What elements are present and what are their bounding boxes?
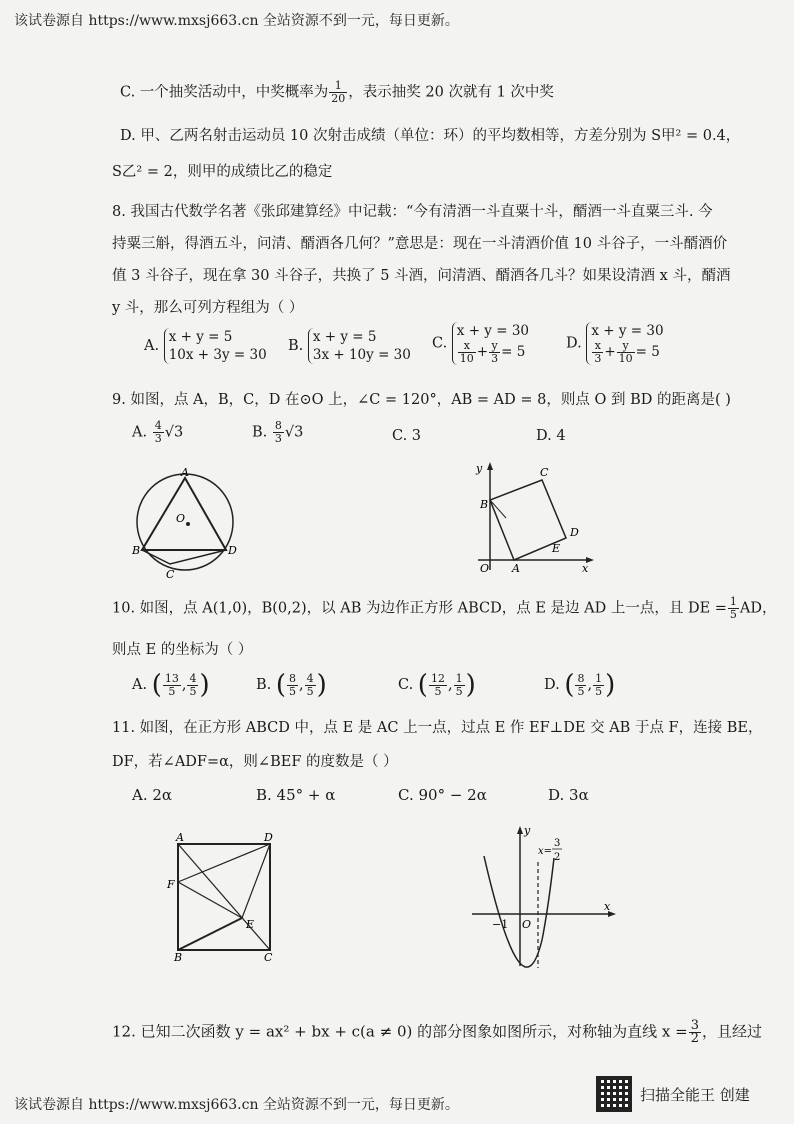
q10-a-d2: 5 bbox=[189, 684, 197, 698]
q8-option-c-system: x + y = 30 $\frac{x}{10}$ + $\frac{y}{3}$ = 5 bbox=[452, 322, 529, 365]
q10-option-a: A. ( $\frac{13}{5}$ , $\frac{4}{5}$ ) bbox=[132, 670, 210, 700]
q8-a-eq1: x + y = 5 bbox=[168, 329, 233, 345]
symmetry-num: 3 bbox=[554, 838, 561, 849]
q9-option-b bbox=[252, 420, 303, 445]
q8-b-eq2: 3x + 10y = 30 bbox=[312, 347, 411, 363]
label-neg1: −1 bbox=[492, 918, 509, 931]
scanner-watermark: 扫描全能王 创建 bbox=[640, 1086, 750, 1104]
q9-a-label: A. bbox=[132, 424, 148, 441]
q8-option-a bbox=[144, 328, 267, 364]
label-a: A bbox=[176, 831, 184, 844]
y-axis-arrow-icon bbox=[487, 462, 493, 470]
q9-option-d: D. 4 bbox=[536, 428, 566, 444]
q12-stem-text-b: ，且经过 bbox=[701, 1022, 762, 1041]
q8-line2: 持粟三斛，得酒五斗，问清、醑酒各几何？”意思是：现在一斗清酒价值 10 斗谷子，一斗醑酒价 bbox=[112, 236, 728, 252]
q10-option-b: B. ( $\frac{8}{5}$ , $\frac{4}{5}$ ) bbox=[256, 670, 327, 700]
q8-d-frac1-den: 3 bbox=[594, 352, 602, 365]
q9-b-root: √3 bbox=[284, 424, 304, 441]
label-a: A bbox=[181, 466, 189, 479]
q8-option-c bbox=[432, 322, 529, 365]
q11-option-b: B. 45° + α bbox=[256, 786, 336, 804]
segment-df bbox=[178, 844, 270, 882]
q7-fraction-numerator: 1 bbox=[329, 80, 347, 93]
q8-line1: 8. 我国古代数学名著《张邱建算经》中记载：“今有清酒一斗直粟十斗，醑酒一斗直粟三斗. 今 bbox=[112, 204, 713, 220]
segment-fe bbox=[178, 882, 242, 918]
symmetry-label: x= bbox=[538, 846, 553, 857]
q8-line4: y 斗，那么可列方程组为（ ） bbox=[112, 300, 304, 316]
label-c: C bbox=[166, 568, 175, 581]
label-b: B bbox=[174, 951, 183, 962]
q8-option-b-system bbox=[308, 328, 411, 364]
q11-option-a: A. 2α bbox=[132, 786, 173, 804]
q7-option-d-line1: D. 甲、乙两名射击运动员 10 次射击成绩（单位：环）的平均数相等，方差分别为 S甲² = 0.4， bbox=[120, 128, 741, 144]
q10-option-d: D. ( $\frac{8}{5}$ , $\frac{1}{5}$ ) bbox=[544, 670, 616, 700]
segment-be bbox=[178, 918, 242, 950]
q8-option-d-system: x + y = 30 $\frac{x}{3}$ + $\frac{y}{10}$ = 5 bbox=[586, 322, 663, 365]
q11-line2: DF，若∠ADF=α，则∠BEF 的度数是（ ） bbox=[112, 754, 398, 770]
center-o-dot bbox=[186, 522, 190, 526]
axis-label-x: x bbox=[582, 562, 589, 574]
label-a: A bbox=[512, 562, 520, 574]
q9-option-c: C. 3 bbox=[392, 428, 422, 444]
q9-b-den: 3 bbox=[274, 432, 282, 445]
q10-c-d1: 5 bbox=[434, 684, 442, 698]
qr-code-icon bbox=[596, 1076, 632, 1112]
q10-d-label: D. bbox=[544, 677, 560, 693]
q10-a-label: A. bbox=[132, 677, 148, 693]
label-d: D bbox=[570, 526, 579, 539]
q8-c-frac1-num: x bbox=[458, 340, 476, 353]
chord-bcd bbox=[142, 550, 226, 564]
q8-c-frac2-den: 3 bbox=[491, 352, 499, 365]
q8-c-frac1-den: 10 bbox=[459, 352, 474, 365]
q10-c-n1: 12 bbox=[430, 671, 445, 685]
label-c: C bbox=[264, 951, 273, 962]
q8-b-eq1: x + y = 5 bbox=[312, 329, 377, 345]
label-b: B bbox=[480, 498, 489, 511]
q10-b-d1: 5 bbox=[289, 684, 297, 698]
q8-d-frac2-den: 10 bbox=[618, 352, 633, 365]
diagonal-ac bbox=[178, 844, 270, 950]
label-e: E bbox=[246, 918, 255, 931]
q9-a-num: 4 bbox=[154, 419, 162, 432]
aux-line bbox=[490, 500, 506, 518]
q10-c-d2: 5 bbox=[455, 684, 463, 698]
q8-c-frac2-num: y bbox=[489, 340, 500, 353]
q10-c-label: C. bbox=[398, 677, 414, 693]
q10-a-n1: 13 bbox=[164, 671, 179, 685]
parabola-curve bbox=[484, 856, 554, 967]
q11-option-c: C. 90° − 2α bbox=[398, 786, 487, 804]
q7-option-c-fraction bbox=[329, 80, 347, 105]
q8-c-eq1: x + y = 30 bbox=[456, 323, 530, 339]
q11-figure bbox=[164, 830, 284, 962]
label-o: O bbox=[176, 512, 186, 525]
label-d: D bbox=[264, 831, 273, 844]
q8-option-b-label: B. bbox=[288, 338, 304, 354]
q10-stem-text-a: 10. 如图，点 A(1,0)，B(0,2)，以 AB 为边作正方形 ABCD，点 E 是边 AD 上一点，且 DE = bbox=[112, 600, 727, 617]
page-footer: 该试卷源自 https://www.mxsj663.cn 全站资源不到一元，每日更新。 bbox=[14, 1097, 459, 1113]
q9-figure bbox=[130, 464, 250, 582]
q10-line2: 则点 E 的坐标为（ ） bbox=[112, 642, 253, 658]
q10-d-d2: 5 bbox=[595, 684, 603, 698]
q8-d-rhs: = 5 bbox=[635, 344, 660, 360]
q12-figure bbox=[466, 822, 626, 970]
q12-stem-num: 3 bbox=[690, 1018, 699, 1033]
axis-label-x: x bbox=[604, 900, 611, 913]
q10-a-n2: 4 bbox=[189, 671, 197, 685]
q8-option-d-label: D. bbox=[566, 335, 582, 352]
q8-option-b bbox=[288, 328, 411, 364]
axis-label-y: y bbox=[524, 824, 531, 837]
q8-option-c-label: C. bbox=[432, 335, 448, 352]
page-header: 该试卷源自 https://www.mxsj663.cn 全站资源不到一元，每日更新。 bbox=[14, 13, 459, 29]
q10-d-d1: 5 bbox=[577, 684, 585, 698]
q12-stem-den: 2 bbox=[690, 1031, 699, 1046]
q10-b-n2: 4 bbox=[306, 671, 314, 685]
q8-d-frac2-num: y bbox=[617, 340, 635, 353]
q9-option-a bbox=[132, 420, 183, 445]
q7-option-c-text-b: ，表示抽奖 20 次就有 1 次中奖 bbox=[348, 84, 554, 101]
q7-option-d-line2: S乙² = 2，则甲的成绩比乙的稳定 bbox=[112, 164, 333, 180]
q8-line3: 值 3 斗谷子，现在拿 30 斗谷子，共换了 5 斗酒，问清酒、醑酒各几斗？如果设清酒 x 斗，醑酒 bbox=[112, 268, 731, 284]
q7-option-c bbox=[120, 80, 554, 105]
y-axis-arrow-icon bbox=[517, 826, 523, 834]
label-c: C bbox=[540, 466, 549, 479]
q10-d-n2: 1 bbox=[595, 671, 603, 685]
q9-b-label: B. bbox=[252, 424, 268, 441]
q9-stem: 9. 如图，点 A，B，C，D 在⊙O 上，∠C = 120°，AB = AD = 8，则点 O 到 BD 的距离是( ) bbox=[112, 392, 731, 408]
q9-a-root: √3 bbox=[164, 424, 184, 441]
q10-stem-num: 1 bbox=[729, 595, 737, 608]
label-e: E bbox=[552, 542, 561, 555]
q10-option-c: C. ( $\frac{12}{5}$ , $\frac{1}{5}$ ) bbox=[398, 670, 476, 700]
q8-c-rhs: = 5 bbox=[501, 344, 526, 360]
q8-option-d bbox=[566, 322, 664, 365]
q8-d-frac1-num: x bbox=[592, 340, 603, 353]
q10-stem-text-b: AD， bbox=[739, 600, 777, 617]
label-o: O bbox=[522, 918, 532, 931]
q7-option-c-text-a: C. 一个抽奖活动中，中奖概率为 bbox=[120, 84, 329, 101]
symmetry-den: 2 bbox=[554, 852, 561, 863]
label-f: F bbox=[167, 878, 175, 891]
q12-stem-text-a: 12. 已知二次函数 y = ax² + bx + c(a ≠ 0) 的部分图象如图所示，对称轴为直线 x = bbox=[112, 1022, 688, 1041]
q9-b-num: 8 bbox=[274, 419, 282, 432]
q8-option-a-label: A. bbox=[144, 338, 160, 354]
q10-b-n1: 8 bbox=[289, 671, 297, 685]
q10-c-n2: 1 bbox=[455, 671, 463, 685]
q10-stem bbox=[112, 596, 777, 621]
q8-d-eq1: x + y = 30 bbox=[591, 323, 664, 339]
q8-a-eq2: 10x + 3y = 30 bbox=[168, 347, 267, 363]
q10-a-d1: 5 bbox=[168, 684, 176, 698]
axis-label-y: y bbox=[476, 462, 483, 475]
q10-figure bbox=[470, 460, 600, 574]
q12-stem bbox=[112, 1020, 762, 1045]
q11-option-d: D. 3α bbox=[548, 786, 589, 804]
q10-stem-den: 5 bbox=[729, 608, 737, 621]
segment-de bbox=[242, 844, 270, 918]
q7-fraction-denominator: 20 bbox=[331, 92, 346, 105]
label-o: O bbox=[480, 562, 490, 574]
q10-d-n1: 8 bbox=[577, 671, 585, 685]
label-d: D bbox=[228, 544, 237, 557]
q10-b-label: B. bbox=[256, 677, 272, 693]
label-b: B bbox=[132, 544, 141, 557]
q11-line1: 11. 如图，在正方形 ABCD 中，点 E 是 AC 上一点，过点 E 作 EF⊥DE 交 AB 于点 F，连接 BE， bbox=[112, 720, 763, 736]
q9-a-den: 3 bbox=[154, 432, 162, 445]
q8-option-a-system bbox=[164, 328, 267, 364]
q10-b-d2: 5 bbox=[306, 684, 314, 698]
